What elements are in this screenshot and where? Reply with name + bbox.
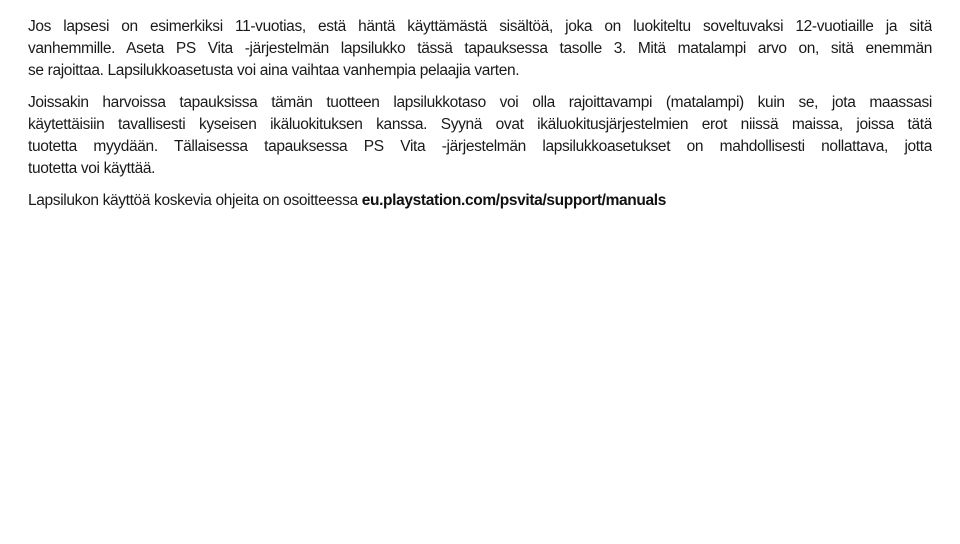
- paragraph-line: vanhemmille. Aseta PS Vita -järjestelmän lapsilukko tässä tapauksessa tasolle 3. Mitä matalampi arvo on, sitä enemmän: [28, 40, 932, 57]
- paragraph-line: tuotetta myydään. Tällaisessa tapauksessa PS Vita -järjestelmän lapsilukkoasetukset on mahdollisesti nollattava, jotta: [28, 138, 932, 155]
- paragraph-parental-level: [28, 16, 932, 82]
- paragraph-line: se rajoittaa. Lapsilukkoasetusta voi aina vaihtaa vanhempia pelaajia varten.: [28, 62, 520, 79]
- paragraph-line: käytettäisiin tavallisesti kyseisen ikäluokituksen kanssa. Syynä ovat ikäluokitusjärjestelmien erot niissä maissa, joissa tätä: [28, 116, 932, 133]
- text-block: [28, 16, 932, 222]
- paragraph-rating-differences: [28, 92, 932, 180]
- paragraph-line: [28, 190, 932, 212]
- paragraph-support-link: [28, 190, 932, 212]
- support-link-intro-text: Lapsilukon käyttöä koskevia ohjeita on osoitteessa: [28, 192, 362, 209]
- paragraph-line: Jos lapsesi on esimerkiksi 11-vuotias, estä häntä käyttämästä sisältöä, joka on luokiteltu soveltuvaksi 12-vuotiaille ja sitä: [28, 18, 932, 35]
- paragraph-line: tuotetta voi käyttää.: [28, 160, 156, 177]
- support-manuals-url: eu.playstation.com/psvita/support/manuals: [361, 192, 667, 209]
- paragraph-line: Joissakin harvoissa tapauksissa tämän tuotteen lapsilukkotaso voi olla rajoittavampi (matalampi) kuin se, jota maassasi: [28, 94, 932, 111]
